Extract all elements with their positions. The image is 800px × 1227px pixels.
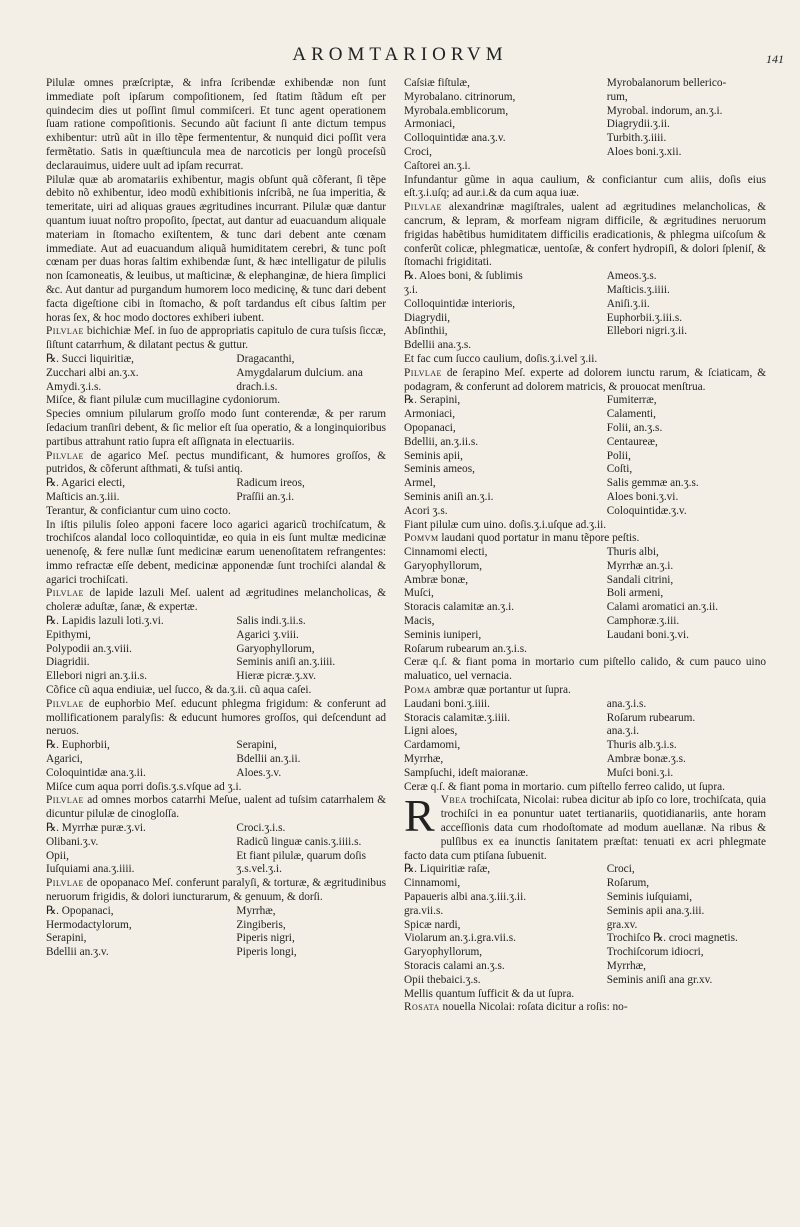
ingredient-row (46, 946, 386, 960)
section-text: laudani quod portatur in manu tẽpore peſtis. (438, 532, 640, 545)
ingredient-row (404, 863, 766, 877)
ingredient-row (404, 105, 766, 119)
ingredient-left: Seminis aniſi an.ʒ.i. (404, 490, 494, 503)
section-text: de opopanaco Meſ. conferunt paralyſi, & torturæ, & ægritudinibus neruorum frigidis, & dolori iuncturarum, & genuum, & dorſi. (46, 877, 386, 904)
ingredient-left: Agarici, (46, 753, 83, 766)
paragraph: Et fac cum ſucco caulium, doſis.ʒ.i.vel ʒ.ii. (404, 352, 598, 365)
ingredient-right: drach.i.s. (236, 380, 278, 393)
ingredient-left: ℞. Lapidis lazuli loti.ʒ.vi. (46, 615, 164, 628)
ingredient-right: Euphorbii.ʒ.iii.s. (606, 311, 683, 324)
ingredient-row (404, 436, 766, 450)
ingredient-right: Seminis aniſi ana gr.xv. (606, 973, 713, 986)
ingredient-left: Colloquintidæ ana.ʒ.v. (404, 132, 506, 145)
ingredient-right: Myrobalanorum bellerico- (606, 77, 727, 89)
ingredient-right: ana.ʒ.i. (606, 725, 640, 738)
ingredient-row (404, 91, 766, 105)
ingredient-left: ℞. Opopanaci, (46, 904, 114, 917)
ingredient-right: Dragacanthi, (236, 352, 295, 365)
ingredient-left: Ambræ bonæ, (404, 573, 469, 586)
ingredient-right: Salis gemmæ an.ʒ.s. (606, 477, 699, 490)
ingredient-left: ℞. Agarici electi, (46, 477, 126, 490)
ingredient-row (404, 463, 766, 477)
ingredient-row (404, 767, 766, 781)
ingredient-right: Thuris albi, (606, 546, 659, 559)
ingredient-row (404, 712, 766, 726)
ingredient-row (404, 946, 766, 960)
ingredient-right: Garyophyllorum, (236, 642, 315, 655)
ingredient-left: Laudani boni.ʒ.iiii. (404, 697, 490, 710)
section-lead-word: Pilvlae (46, 587, 84, 600)
ingredient-left: Cinnamomi electi, (404, 546, 488, 559)
page-number: 141 (766, 52, 784, 66)
section-paragraph (404, 684, 766, 698)
ingredient-right: Ameos.ʒ.s. (606, 270, 657, 283)
section-text: de lapide lazuli Meſ. ualent ad ægritudines melancholicas, & choleræ aduſtæ, ſanæ, & expertæ. (46, 587, 386, 614)
ingredient-row (46, 836, 386, 850)
ingredient-right: Seminis aniſi an.ʒ.iiii. (236, 656, 336, 669)
ingredient-left: Seminis iuniperi, (404, 628, 482, 641)
ingredient-row (404, 118, 766, 132)
ingredient-row (404, 408, 766, 422)
section-text: de ſerapino Meſ. experte ad dolorem iunctu rarum, & ſciaticam, & podagram, & conferunt ad dolorem matricis, & prouocat menſtrua. (404, 366, 766, 393)
ingredient-left: Caſsiæ fiſtulæ, (404, 77, 470, 89)
ingredient-right: ana.ʒ.i.s. (606, 697, 647, 710)
ingredient-right: Calamenti, (606, 408, 656, 421)
ingredient-right (607, 339, 766, 353)
ingredient-right: Myrrhæ an.ʒ.i. (606, 559, 674, 572)
section-text: de euphorbio Meſ. educunt phlegma frigidum: & conferunt ad mollificationem paralyſis: & educunt humores groſſos, qui deſcendunt ad neruos. (46, 697, 386, 738)
ingredient-left: Violarum an.ʒ.i.gra.vii.s. (404, 932, 516, 945)
ingredient-list (404, 270, 766, 353)
ingredient-row (404, 960, 766, 974)
ingredient-row (46, 615, 386, 629)
section-paragraph (46, 450, 386, 478)
ingredient-row (404, 270, 766, 284)
section-lead-word: Rosata (404, 1001, 440, 1014)
ingredient-left: ʒ.i. (404, 283, 418, 296)
ingredient-row (46, 919, 386, 933)
ingredient-row (404, 615, 766, 629)
section-text: alexandrinæ magiſtrales, ualent ad ægritudines melancholicas, & cancrum, & lepram, & morfeam nigram difficile, & ægritudines neruorum frigidas habẽtibus humiditatem difficilis eradicationis, & phlegma uiſcoſum & conferũt colicæ, phlegmaticæ, uentoſæ, & confert hydropiſi, & dolori ſpleniſ, & ſtomachi frigiditati. (404, 201, 766, 269)
ingredient-row (404, 919, 766, 933)
ingredient-right: Ambræ bonæ.ʒ.s. (606, 753, 686, 766)
section-lead-word: Pilvlae (404, 366, 442, 379)
ingredient-right: Sandali citrini, (606, 573, 674, 586)
ingredient-right: rum, (606, 90, 628, 103)
paragraph: Pilulæ quæ ab aromatariis exhibentur, magis obſunt quã cõferant, ſi tẽpe debito nõ exhibentur, ideo modũ exhibitionis inſcribã, ne ſua imperitia, & temeritate, uiri ad aliquas graues ægritudines incurrant. Pilulæ quæ dantur quantum iuuat noſtro propoſito, ſpectat, aut dantur ad euacuandum aliquale materiam in ſtomacho exiſtentem, & tunc dari debent ante cœnam immediate. Aut ad euacuandum aliquã humiditatem cerebri, & tunc poſt cœnam per duas horas ſaltim exhibendæ ſunt, & hæc intelligatur de pilulis non ſcamoneatis, & leuibus, ut maſticinæ, & elephanginæ, de hiera ſimplici &c. Aut dantur ad purgandum humorem loco medicinę, & tunc dari debent facta digeſtione cibi in ſtomacho, & poſt tardandus eſt cibus ſaltim per horas ſex, & hoc modo doctores exhiberi iubent. (46, 173, 386, 324)
ingredient-right: Croci.ʒ.i.s. (236, 822, 286, 835)
ingredient-row (46, 629, 386, 643)
ingredient-left: ℞. Euphorbii, (46, 739, 110, 752)
ingredient-row (404, 905, 766, 919)
ingredient-row (404, 146, 766, 160)
ingredient-right: Myrobal. indorum, an.ʒ.i. (606, 104, 723, 117)
ingredient-right: Salis indi.ʒ.ii.s. (236, 615, 306, 628)
ingredient-row (404, 546, 766, 560)
ingredient-right: Laudani boni.ʒ.vi. (606, 628, 689, 641)
ingredient-right: Bdellii an.ʒ.ii. (236, 753, 301, 766)
ingredient-left: Ellebori nigri an.ʒ.ii.s. (46, 670, 148, 683)
ingredient-left: Abſinthii, (404, 325, 448, 338)
ingredient-row (46, 353, 386, 367)
ingredient-left: Bdellii an.ʒ.v. (46, 946, 109, 959)
ingredient-left: Olibani.ʒ.v. (46, 835, 99, 848)
ingredient-left: Ligni aloes, (404, 725, 458, 738)
ingredient-left: Diagridii. (46, 656, 90, 669)
paragraph: In iſtis pilulis ſoleo apponi facere loco agarici agaricũ trochiſcatum, & trochiſcos alandal loco colloquintidæ, eo quia in eis ſunt multæ medicinæ uenenoſę, & fere nullæ ſunt medicinæ earum uenenoſitatem refrangentes: immo refractæ eſſe debent, medicinæ apponendæ ſunt trochiſci alandal & agarici trochiſcati. (46, 518, 386, 586)
ingredient-left: Garyophyllorum, (404, 559, 483, 572)
ingredient-row (404, 932, 766, 946)
ingredient-right: Aniſi.ʒ.ii. (606, 297, 650, 310)
ingredient-row (404, 298, 766, 312)
ingredient-list (46, 739, 386, 780)
section-lead-word: Pilvlae (46, 877, 84, 890)
ingredient-right: Croci, (606, 863, 635, 876)
ingredient-right: Radicum ireos, (236, 477, 305, 490)
ingredient-left: Armoniaci, (404, 118, 456, 131)
ingredient-left: Garyophyllorum, (404, 946, 483, 959)
ingredient-left: Opii thebaici.ʒ.s. (404, 973, 481, 986)
ingredient-right: Turbith.ʒ.iiii. (606, 132, 667, 145)
ingredient-row (404, 739, 766, 753)
ingredient-right: Myrrhæ, (606, 960, 646, 972)
ingredient-row (46, 822, 386, 836)
ingredient-right (607, 160, 766, 174)
paragraph: Ceræ q.ſ. & fiant poma in mortario. cum piſtello ferreo calido, ut ſupra. (404, 780, 725, 793)
section-paragraph (404, 367, 766, 395)
ingredient-right: Aloes boni.ʒ.xii. (606, 145, 682, 158)
ingredient-right: gra.xv. (606, 918, 638, 931)
ingredient-row (404, 753, 766, 767)
ingredient-list (46, 477, 386, 505)
section-paragraph (404, 532, 766, 546)
ingredient-left: Epithymi, (46, 628, 91, 641)
ingredient-row (46, 850, 386, 864)
ingredient-row (404, 725, 766, 739)
ingredient-row (46, 477, 386, 491)
ingredient-right: Muſci boni.ʒ.i. (606, 766, 674, 779)
ingredient-right: Ellebori nigri.ʒ.ii. (606, 325, 688, 338)
ingredient-list (46, 822, 386, 877)
ingredient-row (404, 477, 766, 491)
ingredient-row (404, 450, 766, 464)
ingredient-left: Roſarum rubearum an.ʒ.i.s. (404, 642, 527, 655)
ingredient-left: Hermodactylorum, (46, 918, 132, 931)
ingredient-list (404, 863, 766, 987)
ingredient-right: Boli armeni, (606, 587, 664, 600)
ingredient-row (46, 767, 386, 781)
ingredient-left: ℞. Aloes boni, & ſublimis (404, 270, 523, 283)
ingredient-left: ℞. Myrrhæ puræ.ʒ.vi. (46, 822, 146, 835)
section-text: de agarico Meſ. pectus mundificant, & humores groſſos, & putridos, & cõferunt aſthmati, & tuſsi antiq. (46, 449, 386, 476)
ingredient-right: Trochiſcorum idiocri, (606, 946, 704, 959)
ingredient-left: Armoniaci, (404, 408, 456, 421)
drop-cap-letter: R (404, 790, 435, 842)
ingredient-row (404, 974, 766, 988)
ingredient-row (404, 587, 766, 601)
ingredient-left: Cinnamomi, (404, 877, 461, 890)
section-lead-word: Pomvm (404, 532, 439, 545)
ingredient-right: Folii, an.ʒ.s. (606, 421, 663, 434)
ingredient-left: Diagrydii, (404, 311, 451, 324)
ingredient-row (404, 698, 766, 712)
paragraph: Miſce cum aqua porri doſis.ʒ.s.vſque ad ʒ.i. (46, 780, 242, 793)
ingredient-left: Serapini, (46, 932, 87, 945)
section-text: ambræ quæ portantur ut ſupra. (430, 684, 571, 697)
ingredient-left: Storacis calamitæ.ʒ.iiii. (404, 711, 511, 724)
ingredient-left: Macis, (404, 615, 435, 628)
ingredient-right: Seminis apii ana.ʒ.iii. (606, 904, 705, 917)
section-lead-word: Vbea (440, 794, 467, 807)
ingredient-left: Cardamomi, (404, 739, 461, 752)
paragraph: Mellis quantum ſufficit & da ut ſupra. (404, 987, 575, 1000)
ingredient-left: Myrobalano. citrinorum, (404, 90, 516, 103)
ingredient-left: Polypodii an.ʒ.viii. (46, 642, 132, 655)
ingredient-right: Coloquintidæ.ʒ.v. (606, 504, 687, 517)
ingredient-right: Roſarum, (606, 877, 650, 890)
ingredient-right: Trochiſco ℞. croci magnetis. (606, 932, 738, 945)
section-lead-word: Pilvlae (46, 325, 84, 338)
ingredient-row (404, 601, 766, 615)
paragraph: Fiant pilulæ cum uino. doſis.ʒ.i.uſque ad.ʒ.ii. (404, 518, 607, 531)
ingredient-left: Muſci, (404, 587, 434, 600)
section-paragraph (46, 325, 386, 353)
paragraph: Ceræ q.ſ. & fiant poma in mortario cum piſtello calido, & cum pauco uino maluatico, uel vernacia. (404, 656, 766, 683)
drop-cap-paragraph (404, 790, 766, 863)
ingredient-row (46, 932, 386, 946)
ingredient-left: Maſticis an.ʒ.iii. (46, 490, 120, 503)
ingredient-left: Spicæ nardi, (404, 918, 461, 931)
ingredient-left: Acori ʒ.s. (404, 504, 448, 517)
ingredient-right: Fumiterræ, (606, 394, 657, 407)
ingredient-row (404, 132, 766, 146)
ingredient-left: ℞. Liquiritiæ raſæ, (404, 863, 491, 876)
ingredient-row (404, 284, 766, 298)
ingredient-left: Storacis calami an.ʒ.s. (404, 960, 505, 972)
ingredient-left: Croci, (404, 145, 432, 158)
ingredient-left: Myrrhæ, (404, 753, 444, 766)
ingredient-left: Colloquintidæ interioris, (404, 297, 516, 310)
ingredient-right: Polii, (606, 449, 631, 462)
ingredient-right: Radicũ linguæ canis.ʒ.iiii.s. (236, 835, 362, 848)
ingredient-right: ʒ.s.vel.ʒ.i. (236, 863, 282, 876)
section-lead-word: Pilvlae (404, 201, 442, 214)
ingredient-right: Amygdalarum dulcium. ana (236, 366, 363, 379)
section-lead-word: Pilvlae (46, 794, 84, 807)
ingredient-row (404, 325, 766, 339)
ingredient-left: Armel, (404, 477, 436, 490)
ingredient-right: Hieræ picræ.ʒ.xv. (236, 670, 316, 683)
left-column (46, 77, 386, 960)
ingredient-left: ℞. Succi liquiritiæ, (46, 352, 134, 365)
ingredient-row (46, 656, 386, 670)
ingredient-row (404, 77, 766, 91)
ingredient-row (404, 422, 766, 436)
section-paragraph (46, 698, 386, 739)
ingredient-right: Piperis longi, (236, 946, 297, 959)
ingredient-left: Iuſquiami ana.ʒ.iiii. (46, 863, 135, 876)
ingredient-right: Serapini, (236, 739, 277, 752)
ingredient-left: Myrobala.emblicorum, (404, 104, 509, 117)
section-paragraph (46, 794, 386, 822)
ingredient-left: Zucchari albi an.ʒ.x. (46, 366, 139, 379)
section-text: nouella Nicolai: roſata dicitur a roſis: no- (439, 1001, 628, 1014)
ingredient-left: Amydi.ʒ.i.s. (46, 380, 102, 393)
ingredient-row (404, 339, 766, 353)
ingredient-row (46, 367, 386, 381)
ingredient-list (46, 353, 386, 394)
ingredient-right: Centaureæ, (606, 435, 658, 448)
section-paragraph (46, 877, 386, 905)
ingredient-left: Storacis calamitæ an.ʒ.i. (404, 601, 515, 614)
ingredient-right: Seminis iuſquiami, (606, 891, 693, 904)
ingredient-list (404, 77, 766, 174)
ingredient-left: Opii, (46, 849, 69, 862)
ingredient-row (46, 643, 386, 657)
ingredient-row (404, 877, 766, 891)
ingredient-row (404, 574, 766, 588)
section-paragraph (404, 1001, 766, 1015)
ingredient-row (46, 753, 386, 767)
ingredient-row (46, 863, 386, 877)
ingredient-row (404, 643, 766, 657)
ingredient-row (46, 739, 386, 753)
ingredient-right: Et fiant pilulæ, quarum doſis (236, 849, 366, 862)
ingredient-list (404, 394, 766, 518)
ingredient-row (46, 670, 386, 684)
paragraph: Miſce, & fiant pilulæ cum mucillagine cydoniorum. (46, 394, 281, 407)
ingredient-row (46, 905, 386, 919)
paragraph: Cõfice cũ aqua endiuiæ, uel ſucco, & da.ʒ.ii. cũ aqua caſei. (46, 684, 312, 697)
ingredient-right: Camphoræ.ʒ.iii. (606, 615, 680, 628)
ingredient-list (404, 546, 766, 656)
ingredient-right: Coſti, (606, 463, 633, 476)
section-text: ad omnes morbos catarrhi Meſue, ualent ad tuſsim catarrhalem & dicuntur pilulæ de cinogloſſa. (46, 794, 386, 821)
paragraph: Infundantur gũme in aqua caulium, & conficiantur cum aliis, doſis eius eſt.ʒ.i.uſq; ad aur.i.& da cum aqua iuæ. (404, 173, 766, 200)
ingredient-left: Sampſuchi, ideſt maioranæ. (404, 766, 529, 779)
ingredient-right: Agarici ʒ.viii. (236, 628, 299, 641)
ingredient-right: Zingiberis, (236, 918, 286, 931)
section-lead-word: Poma (404, 684, 431, 697)
paragraph: Pilulæ omnes præſcriptæ, & infra ſcribendæ exhibendæ non ſunt immediate poſt ipſarum compoſitionem, ſed ſtatim ſtãdum eſt per quindecim dies ut poſſint ſimul commiſceri. Et tunc agent operationem ſuam ratione compoſitionis. Secundo aũt faciunt ſi ante dictum tempus exhibentur: utrũ aũt in illo tẽpe fermententur, & nunquid dici poſſit vera fermẽtatio. Satis in quæſtiuncula mea de narcoticis per longũ proceſsũ declarauimus, uidere uult ad ipſam recurrat. (46, 77, 386, 172)
paragraph: Species omnium pilularum groſſo modo ſunt conterendæ, & per rarum ſedacium tranſiri debent, & ſic melior eſt ſua operatio, & a longinquioribus partibus attrahunt ratio ſupra eſt aſſignata in electuariis. (46, 408, 386, 448)
ingredient-row (404, 160, 766, 174)
ingredient-row (46, 381, 386, 395)
ingredient-right: Praſſii an.ʒ.i. (236, 490, 295, 503)
ingredient-right: Diagrydii.ʒ.ii. (606, 118, 670, 131)
ingredient-list (46, 615, 386, 684)
ingredient-row (404, 560, 766, 574)
ingredient-right: Aloes.ʒ.v. (236, 766, 282, 779)
ingredient-right: Myrrhæ, (236, 904, 276, 917)
ingredient-list (46, 905, 386, 960)
ingredient-left: Seminis ameos, (404, 463, 475, 476)
ingredient-right: Thuris alb.ʒ.i.s. (606, 739, 677, 752)
ingredient-right (607, 643, 766, 657)
ingredient-left: Seminis apii, (404, 449, 463, 462)
ingredient-row (404, 491, 766, 505)
ingredient-right: Piperis nigri, (236, 932, 295, 945)
ingredient-left: Coloquintidæ ana.ʒ.ii. (46, 766, 146, 779)
section-paragraph (404, 201, 766, 270)
section-lead-word: Pilvlae (46, 449, 84, 462)
ingredient-left: ℞. Serapini, (404, 394, 461, 407)
ingredient-row (404, 505, 766, 519)
section-text: bichichiæ Meſ. in ſuo de appropriatis capitulo de cura tuſsis ſiccæ, ſiſtunt catarrhum, & dilatant pectus & guttur. (46, 325, 386, 352)
ingredient-row (404, 312, 766, 326)
section-text: trochiſcata, Nicolai: rubea dicitur ab ipſo co lore, trochiſcata, quia trochiſci in ea ponuntur uatet tertianariis, quotidianariis, ante horam acceſſionis data cum rhodoſtomate ad modum auellanæ. Na ribus & pulſibus ex ea inunctis ſanitatem præſtat: tenuati ex acri phlegmate facto data cum ptiſana ſubuenit. (404, 794, 766, 862)
ingredient-list (404, 698, 766, 781)
ingredient-right: Calami aromatici an.ʒ.ii. (606, 601, 719, 614)
ingredient-left: Opopanaci, (404, 421, 456, 434)
section-lead-word: Pilvlae (46, 697, 84, 710)
ingredient-left: Papaueris albi ana.ʒ.iii.ʒ.ii. (404, 891, 527, 904)
right-column (404, 77, 766, 1015)
ingredient-left: Bdellii ana.ʒ.s. (404, 339, 472, 352)
ingredient-right: Aloes boni.ʒ.vi. (606, 490, 679, 503)
ingredient-row (404, 891, 766, 905)
section-paragraph (46, 587, 386, 615)
running-header: AROMTARIORVM (292, 44, 508, 65)
ingredient-row (46, 491, 386, 505)
ingredient-left: Caſtorei an.ʒ.i. (404, 159, 471, 172)
ingredient-left: gra.vii.s. (404, 904, 444, 917)
ingredient-row (404, 394, 766, 408)
ingredient-right: Roſarum rubearum. (606, 711, 696, 724)
ingredient-row (404, 629, 766, 643)
paragraph: Terantur, & conficiantur cum uino cocto. (46, 504, 231, 517)
ingredient-right: Maſticis.ʒ.iiii. (606, 283, 670, 296)
ingredient-left: Bdellii, an.ʒ.ii.s. (404, 435, 479, 448)
